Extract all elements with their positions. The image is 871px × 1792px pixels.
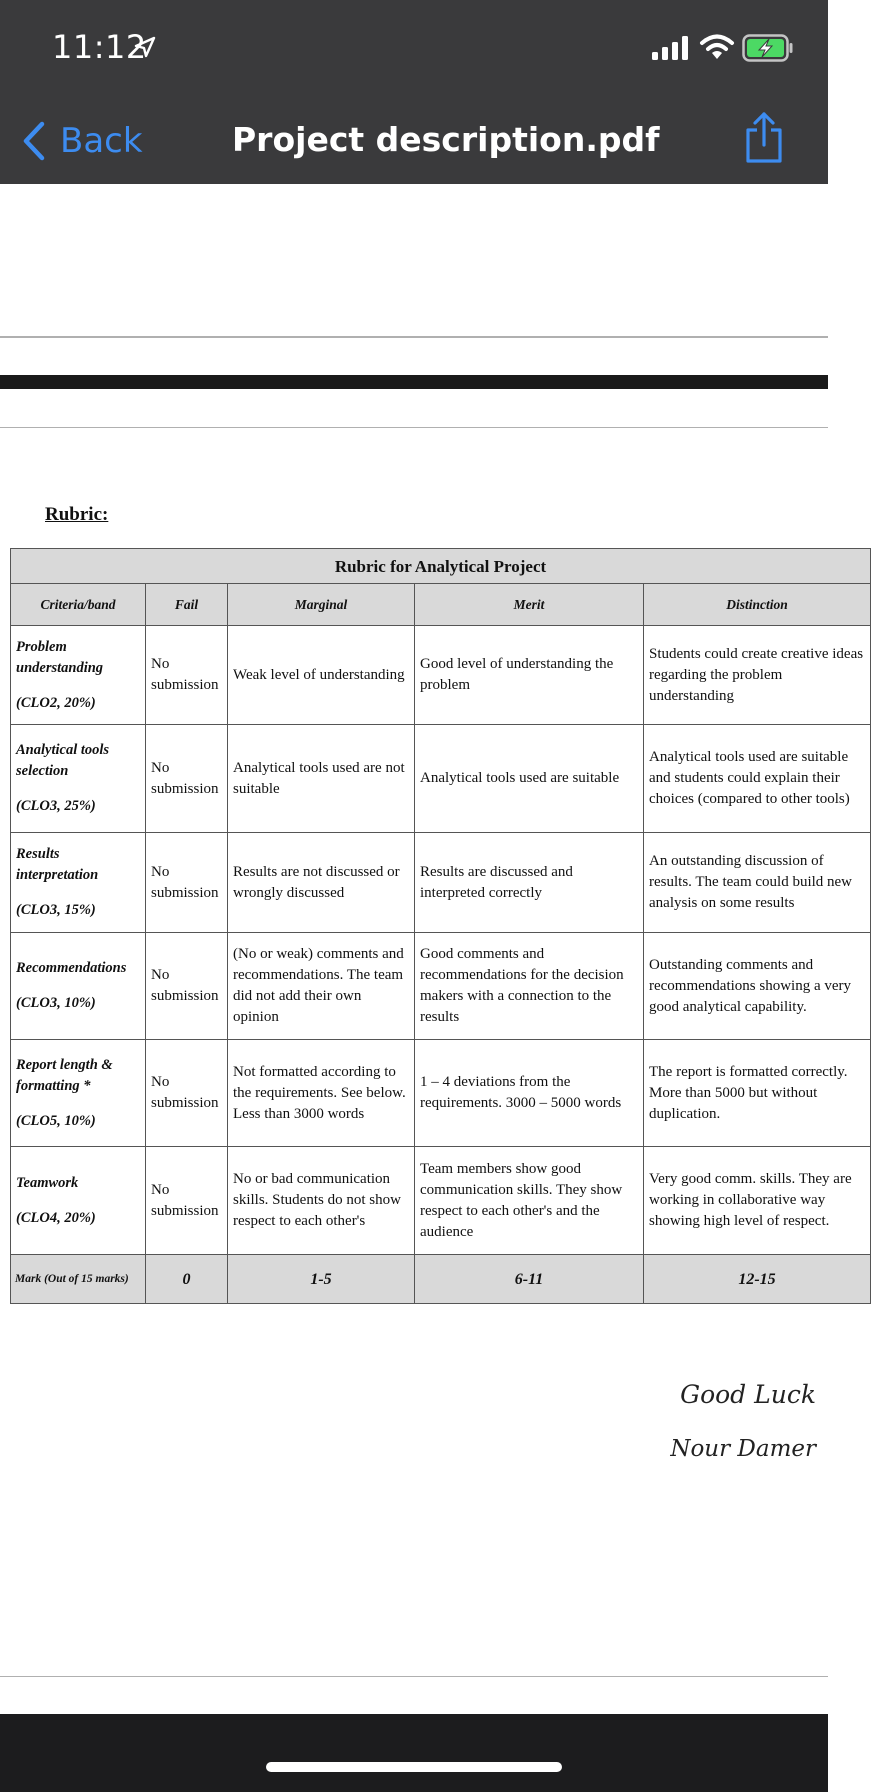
criterion-label: Report length & formatting * bbox=[16, 1056, 113, 1094]
distinction-cell: Analytical tools used are suitable and students could explain their choices (compared to other tools) bbox=[644, 725, 871, 833]
mark-row bbox=[11, 1255, 871, 1304]
table-row bbox=[11, 833, 871, 933]
status-bar bbox=[0, 0, 828, 100]
table-title: Rubric for Analytical Project bbox=[11, 549, 871, 584]
fail-cell: No submission bbox=[146, 626, 228, 725]
merit-cell: Good comments and recommendations for the decision makers with a connection to the results bbox=[415, 933, 644, 1040]
wifi-icon bbox=[700, 34, 734, 60]
criterion-cell bbox=[11, 725, 146, 833]
merit-cell: Analytical tools used are suitable bbox=[415, 725, 644, 833]
cellular-signal-icon bbox=[652, 36, 692, 60]
criterion-weight: (CLO4, 20%) bbox=[16, 1209, 96, 1226]
criterion-cell bbox=[11, 833, 146, 933]
criterion-weight: (CLO5, 10%) bbox=[16, 1112, 96, 1129]
merit-cell: Results are discussed and interpreted correctly bbox=[415, 833, 644, 933]
mark-marginal: 1-5 bbox=[228, 1255, 415, 1304]
back-button[interactable] bbox=[22, 118, 143, 164]
fail-cell: No submission bbox=[146, 1040, 228, 1147]
table-row bbox=[11, 626, 871, 725]
rubric-heading: Rubric: bbox=[45, 504, 109, 525]
distinction-cell: Very good comm. skills. They are working in collaborative way showing high level of respect. bbox=[644, 1147, 871, 1255]
fail-cell: No submission bbox=[146, 833, 228, 933]
table-row bbox=[11, 933, 871, 1040]
column-header: Merit bbox=[415, 584, 644, 626]
marginal-cell: Weak level of understanding bbox=[228, 626, 415, 725]
criterion-label: Problem understanding bbox=[16, 638, 104, 676]
share-icon[interactable] bbox=[742, 110, 786, 166]
battery-charging-icon bbox=[742, 34, 794, 62]
fail-cell: No submission bbox=[146, 1147, 228, 1255]
mark-distinction: 12-15 bbox=[644, 1255, 871, 1304]
marginal-cell: Analytical tools used are not suitable bbox=[228, 725, 415, 833]
criterion-weight: (CLO3, 15%) bbox=[16, 902, 96, 918]
distinction-cell: The report is formatted correctly. More than 5000 but without duplication. bbox=[644, 1040, 871, 1147]
criterion-cell bbox=[11, 1040, 146, 1147]
column-header: Distinction bbox=[644, 584, 871, 626]
mark-label: Mark (Out of 15 marks) bbox=[11, 1255, 146, 1304]
criterion-label: Recommendations bbox=[16, 960, 127, 976]
criterion-weight: (CLO3, 25%) bbox=[16, 798, 96, 814]
back-button-label: Back bbox=[60, 121, 143, 161]
table-row bbox=[11, 725, 871, 833]
home-indicator[interactable] bbox=[266, 1762, 562, 1772]
mark-merit: 6-11 bbox=[415, 1255, 644, 1304]
marginal-cell: (No or weak) comments and recommendations. The team did not add their own opinion bbox=[228, 933, 415, 1040]
status-time: 11:12 bbox=[52, 28, 147, 66]
distinction-cell: An outstanding discussion of results. The team could build new analysis on some results bbox=[644, 833, 871, 933]
merit-cell: Team members show good communication skills. They show respect to each other's and the audience bbox=[415, 1147, 644, 1255]
chevron-left-icon bbox=[22, 121, 46, 161]
author-name: Nour Damer bbox=[670, 1436, 816, 1462]
criterion-weight: (CLO3, 10%) bbox=[16, 995, 96, 1011]
mark-fail: 0 bbox=[146, 1255, 228, 1304]
column-header: Criteria/band bbox=[11, 584, 146, 626]
bottom-toolbar bbox=[0, 1714, 828, 1792]
distinction-cell: Outstanding comments and recommendations showing a very good analytical capability. bbox=[644, 933, 871, 1040]
criterion-cell bbox=[11, 626, 146, 725]
criterion-label: Results interpretation bbox=[16, 846, 99, 883]
closing-note: Good Luck bbox=[680, 1380, 816, 1409]
document-title: Project description.pdf bbox=[232, 120, 660, 159]
pdf-page[interactable] bbox=[0, 184, 864, 1714]
rubric-table bbox=[10, 548, 871, 1304]
criterion-label: Analytical tools selection bbox=[16, 742, 110, 779]
page-divider bbox=[0, 336, 828, 338]
fail-cell: No submission bbox=[146, 933, 228, 1040]
page-header-bar bbox=[0, 375, 828, 389]
criterion-cell bbox=[11, 933, 146, 1040]
table-row bbox=[11, 1040, 871, 1147]
column-header: Fail bbox=[146, 584, 228, 626]
location-arrow-icon bbox=[134, 36, 156, 58]
criterion-label: Teamwork bbox=[16, 1174, 79, 1191]
merit-cell: 1 – 4 deviations from the requirements. 3000 – 5000 words bbox=[415, 1040, 644, 1147]
table-row bbox=[11, 1147, 871, 1255]
merit-cell: Good level of understanding the problem bbox=[415, 626, 644, 725]
page-divider bbox=[0, 427, 828, 428]
distinction-cell: Students could create creative ideas regarding the problem understanding bbox=[644, 626, 871, 725]
criterion-weight: (CLO2, 20%) bbox=[16, 694, 96, 711]
criterion-cell bbox=[11, 1147, 146, 1255]
column-header: Marginal bbox=[228, 584, 415, 626]
marginal-cell: Not formatted according to the requirements. See below. Less than 3000 words bbox=[228, 1040, 415, 1147]
marginal-cell: Results are not discussed or wrongly discussed bbox=[228, 833, 415, 933]
page-divider bbox=[0, 1676, 828, 1677]
fail-cell: No submission bbox=[146, 725, 228, 833]
marginal-cell: No or bad communication skills. Students do not show respect to each other's bbox=[228, 1147, 415, 1255]
